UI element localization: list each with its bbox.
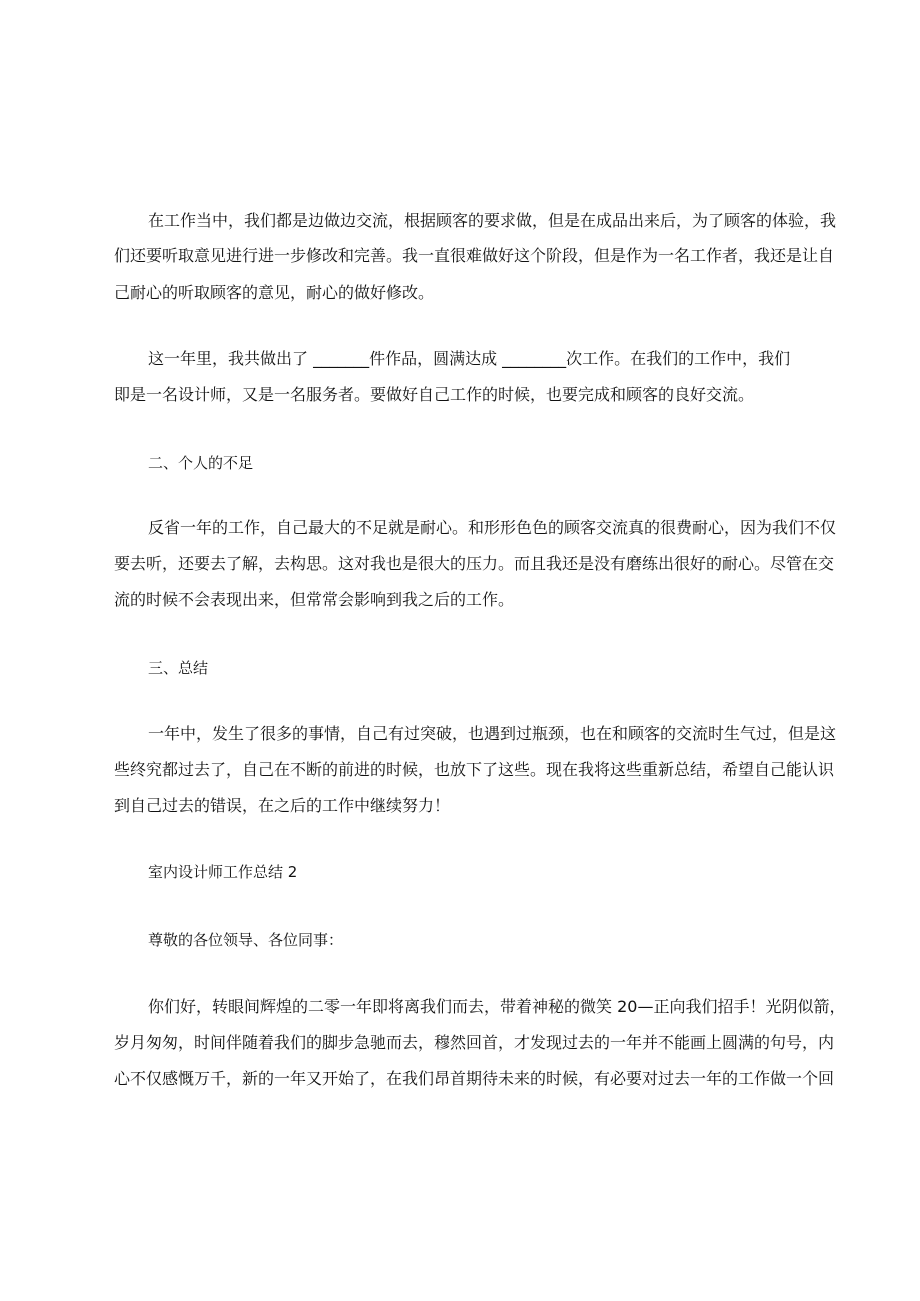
paragraph-summary-line-1: 一年中，发生了很多的事情，自己有过突破，也遇到过瓶颈，也在和顾客的交流时生气过，但是这 [148, 724, 837, 743]
paragraph-greeting-line-2: 岁月匆匆，时间伴随着我们的脚步急驰而去，穆然回首，才发现过去的一年并不能画上圆满的句号，内 [114, 1033, 835, 1052]
paragraph-greeting-line-3: 心不仅感慨万千，新的一年又开始了，在我们昂首期待未来的时候，有必要对过去一年的工作做一个回 [114, 1069, 835, 1088]
paragraph-output-line-2: 即是一名设计师，又是一名服务者。要做好自己工作的时候，也要完成和顾客的良好交流。 [114, 385, 755, 404]
heading-shortcomings: 二、个人的不足 [148, 454, 254, 472]
paragraph-summary-line-2: 些终究都过去了，自己在不断的前进的时候，也放下了这些。现在我将这些重新总结，希望自己能认识 [114, 760, 835, 779]
paragraph-shortcomings-line-2: 要去听，还要去了解，去构思。这对我也是很大的压力。而且我还是没有磨练出很好的耐心。尽管在交 [114, 554, 835, 573]
paragraph-summary-line-3: 到自己过去的错误，在之后的工作中继续努力！ [114, 796, 451, 815]
section-title-2: 室内设计师工作总结 2 [148, 863, 298, 881]
salutation: 尊敬的各位领导、各位同事： [148, 931, 344, 949]
paragraph-shortcomings-line-1: 反省一年的工作，自己最大的不足就是耐心。和形形色色的顾客交流真的很费耐心，因为我们不仅 [148, 518, 837, 537]
paragraph-communication-line-3: 己耐心的听取顾客的意见，耐心的做好修改。 [114, 283, 435, 302]
paragraph-output-line-1: 这一年里，我共做出了 _______件作品，圆满达成 ________次工作。在我们的工作中，我们 [148, 349, 791, 368]
paragraph-shortcomings-line-3: 流的时候不会表现出来，但常常会影响到我之后的工作。 [114, 590, 515, 609]
paragraph-greeting-line-1: 你们好，转眼间辉煌的二零一年即将离我们而去，带着神秘的微笑 20—正向我们招手！光阴似箭， [148, 997, 846, 1016]
heading-summary: 三、总结 [148, 659, 209, 677]
paragraph-communication-line-1: 在工作当中，我们都是边做边交流，根据顾客的要求做，但是在成品出来后，为了顾客的体验，我 [148, 211, 837, 230]
paragraph-communication-line-2: 们还要听取意见进行进一步修改和完善。我一直很难做好这个阶段，但是作为一名工作者，我还是让自 [114, 246, 835, 265]
